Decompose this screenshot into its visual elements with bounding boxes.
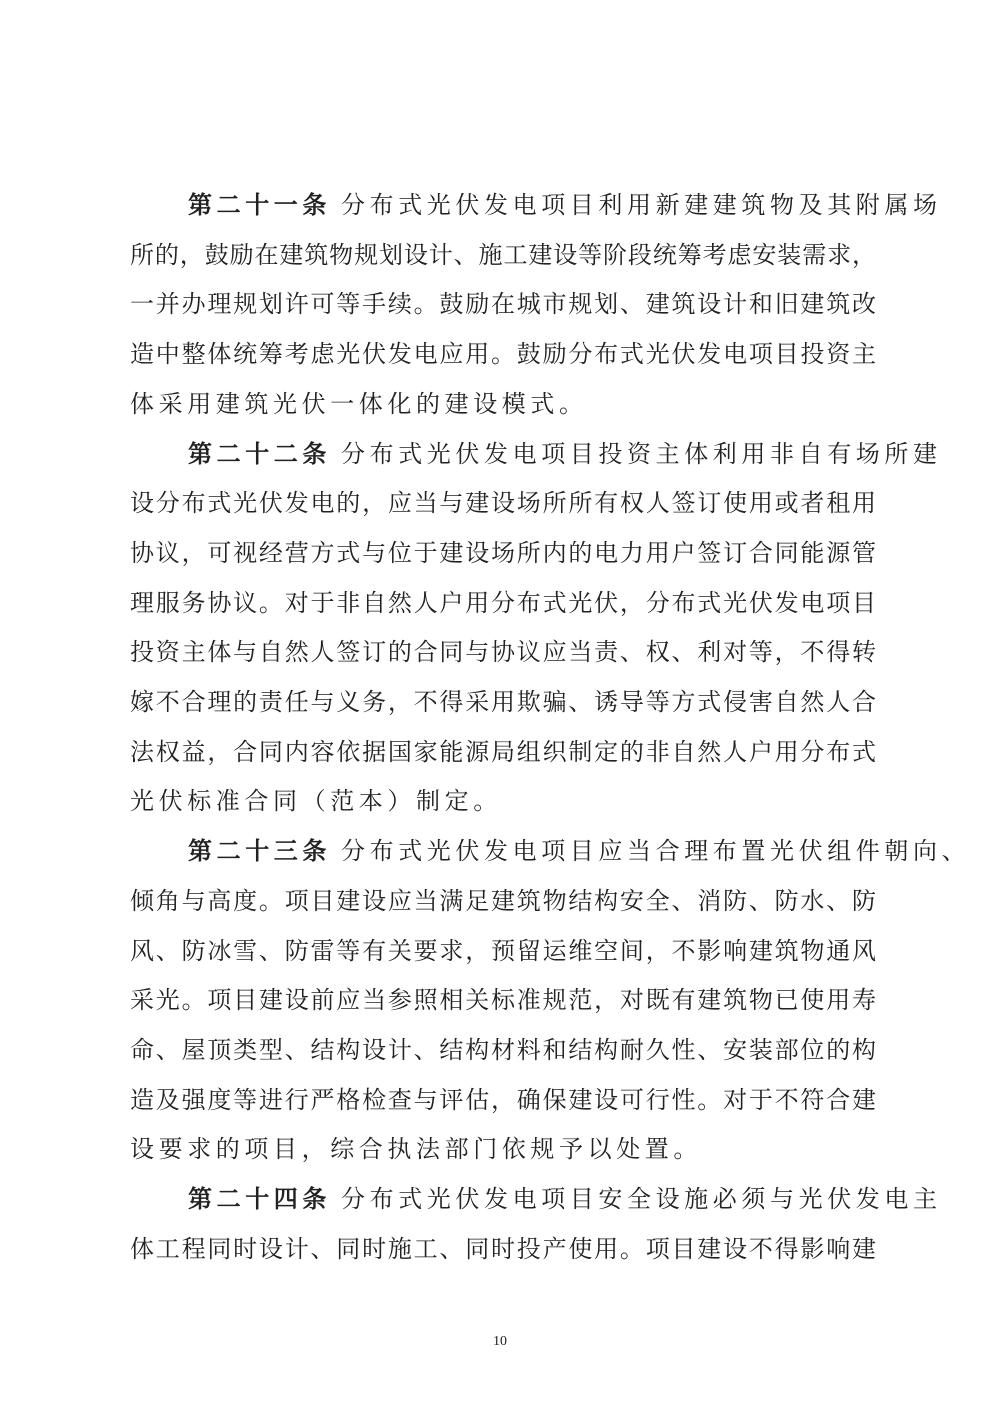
article-text-line: 一并办理规划许可等手续。鼓励在城市规划、建筑设计和旧建筑改 xyxy=(130,290,876,319)
article-text-line: 投资主体与自然人签订的合同与协议应当责、权、利对等，不得转 xyxy=(130,638,876,667)
article-text-line: 设要求的项目，综合执法部门依规予以处置。 xyxy=(130,1135,702,1164)
article-heading: 第二十三条 xyxy=(188,836,331,866)
article-text-line: 法权益，合同内容依据国家能源局组织制定的非自然人户用分布式 xyxy=(130,737,876,766)
article-first-line xyxy=(188,836,971,866)
article-text: 分布式光伏发电项目投资主体利用非自有场所建 xyxy=(341,439,942,468)
article-text-line: 所的，鼓励在建筑物规划设计、施工建设等阶段统筹考虑安装需求， xyxy=(130,240,876,269)
article-text-line: 造及强度等进行严格检查与评估，确保建设可行性。对于不符合建 xyxy=(130,1085,876,1114)
article-text-line: 协议，可视经营方式与位于建设场所内的电力用户签订合同能源管 xyxy=(130,538,876,567)
article-text: 分布式光伏发电项目应当合理布置光伏组件朝向、 xyxy=(341,837,971,866)
article-heading: 第二十二条 xyxy=(188,438,331,468)
article-text-line: 采光。项目建设前应当参照相关标准规范，对既有建筑物已使用寿 xyxy=(130,986,876,1015)
article-text: 分布式光伏发电项目利用新建建筑物及其附属场 xyxy=(341,191,942,219)
article-first-line xyxy=(188,1184,942,1214)
article-text-line: 设分布式光伏发电的，应当与建设场所所有权人签订使用或者租用 xyxy=(130,489,876,518)
article-text-line: 体工程同时设计、同时施工、同时投产使用。项目建设不得影响建 xyxy=(130,1234,876,1263)
article-text-line: 理服务协议。对于非自然人户用分布式光伏，分布式光伏发电项目 xyxy=(130,588,876,617)
article-text-line: 倾角与高度。项目建设应当满足建筑物结构安全、消防、防水、防 xyxy=(130,886,876,915)
article-first-line xyxy=(188,438,942,469)
article-text-line: 体采用建筑光伏一体化的建设模式。 xyxy=(130,389,588,418)
article-text-line: 造中整体统筹考虑光伏发电应用。鼓励分布式光伏发电项目投资主 xyxy=(130,340,876,369)
article-text-line: 命、屋顶类型、结构设计、结构材料和结构耐久性、安装部位的构 xyxy=(130,1035,876,1064)
article-text: 分布式光伏发电项目安全设施必须与光伏发电主 xyxy=(341,1185,942,1213)
article-heading: 第二十四条 xyxy=(188,1184,331,1213)
page-number: 10 xyxy=(493,1334,507,1349)
article-text-line: 光伏标准合同（范本）制定。 xyxy=(130,787,502,816)
article-first-line xyxy=(188,190,942,220)
article-text-line: 嫁不合理的责任与义务，不得采用欺骗、诱导等方式侵害自然人合 xyxy=(130,688,876,716)
article-heading: 第二十一条 xyxy=(188,190,331,219)
article-text-line: 风、防冰雪、防雷等有关要求，预留运维空间，不影响建筑物通风 xyxy=(130,936,876,965)
